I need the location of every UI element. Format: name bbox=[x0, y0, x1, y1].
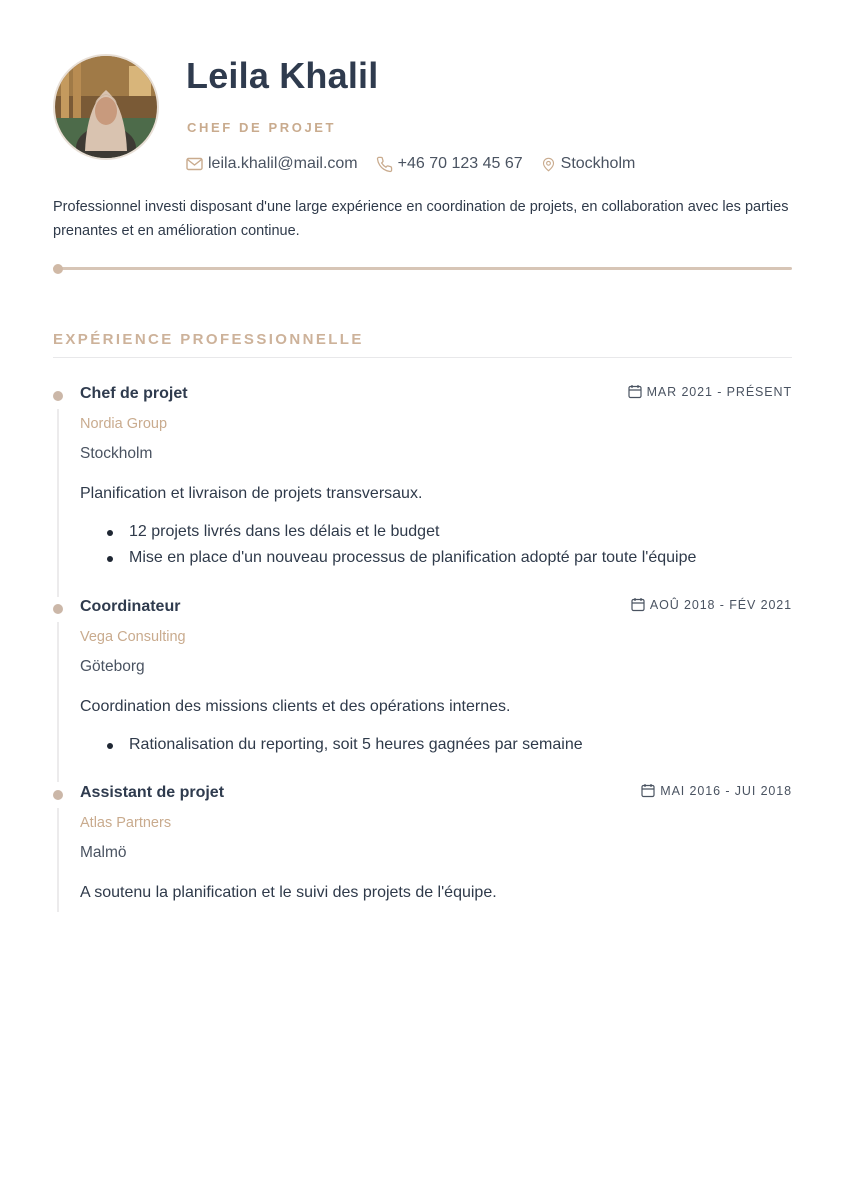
candidate-job-title: CHEF DE PROJET bbox=[187, 120, 337, 135]
divider-dot bbox=[53, 264, 63, 274]
job-city: Malmö bbox=[80, 844, 127, 861]
job-dates-text: MAI 2016 - JUI 2018 bbox=[660, 783, 792, 798]
section-rule bbox=[53, 357, 792, 358]
job-bullet: 12 projets livrés dans les délais et le budget bbox=[80, 519, 696, 545]
phone-text: +46 70 123 45 67 bbox=[397, 155, 523, 172]
job-company: Vega Consulting bbox=[80, 629, 186, 645]
timeline-dot bbox=[53, 391, 63, 401]
contact-email[interactable] bbox=[186, 155, 358, 173]
job-dates-text: AOÛ 2018 - FÉV 2021 bbox=[649, 597, 792, 612]
job-bullet: Mise en place d'un nouveau processus de planification adopté par toute l'équipe bbox=[80, 545, 696, 571]
timeline-dot bbox=[53, 790, 63, 800]
mail-icon bbox=[186, 157, 203, 171]
contact-phone[interactable] bbox=[376, 155, 523, 173]
contact-info bbox=[186, 155, 653, 173]
job-dates bbox=[628, 384, 792, 399]
job-company: Atlas Partners bbox=[80, 815, 172, 831]
calendar-icon bbox=[628, 384, 642, 399]
map-pin-icon bbox=[541, 156, 556, 173]
job-bullets bbox=[80, 519, 696, 571]
candidate-name: Leila Khalil bbox=[186, 55, 379, 96]
job-dates bbox=[631, 597, 792, 612]
calendar-icon bbox=[641, 783, 655, 798]
job-title: Coordinateur bbox=[80, 598, 181, 615]
job-dates-text: MAR 2021 - PRÉSENT bbox=[646, 384, 792, 399]
job-city: Göteborg bbox=[80, 658, 145, 675]
job-city: Stockholm bbox=[80, 445, 153, 462]
timeline-line bbox=[57, 409, 59, 597]
contact-location bbox=[541, 155, 636, 173]
timeline-dot bbox=[53, 604, 63, 614]
phone-icon bbox=[376, 156, 393, 173]
job-bullets bbox=[80, 732, 583, 758]
job-title: Chef de projet bbox=[80, 385, 188, 402]
profile-photo bbox=[53, 54, 159, 160]
job-description: Planification et livraison de projets transversaux. bbox=[80, 485, 423, 502]
email-text: leila.khalil@mail.com bbox=[208, 155, 358, 172]
job-title: Assistant de projet bbox=[80, 784, 225, 801]
timeline-line bbox=[57, 622, 59, 782]
job-description: A soutenu la planification et le suivi des projets de l'équipe. bbox=[80, 884, 497, 901]
job-description: Coordination des missions clients et des opérations internes. bbox=[80, 698, 511, 715]
header-divider bbox=[53, 267, 792, 270]
location-text: Stockholm bbox=[560, 155, 636, 172]
experience-section-title: EXPÉRIENCE PROFESSIONNELLE bbox=[53, 331, 364, 348]
calendar-icon bbox=[631, 597, 645, 612]
timeline-line bbox=[57, 808, 59, 912]
job-bullet: Rationalisation du reporting, soit 5 heures gagnées par semaine bbox=[80, 732, 583, 758]
profile-summary: Professionnel investi disposant d'une large expérience en coordination de projets, en collaboration avec les parties prenantes et en amélioration continue. bbox=[53, 199, 789, 239]
job-company: Nordia Group bbox=[80, 416, 168, 432]
job-dates bbox=[641, 783, 792, 798]
